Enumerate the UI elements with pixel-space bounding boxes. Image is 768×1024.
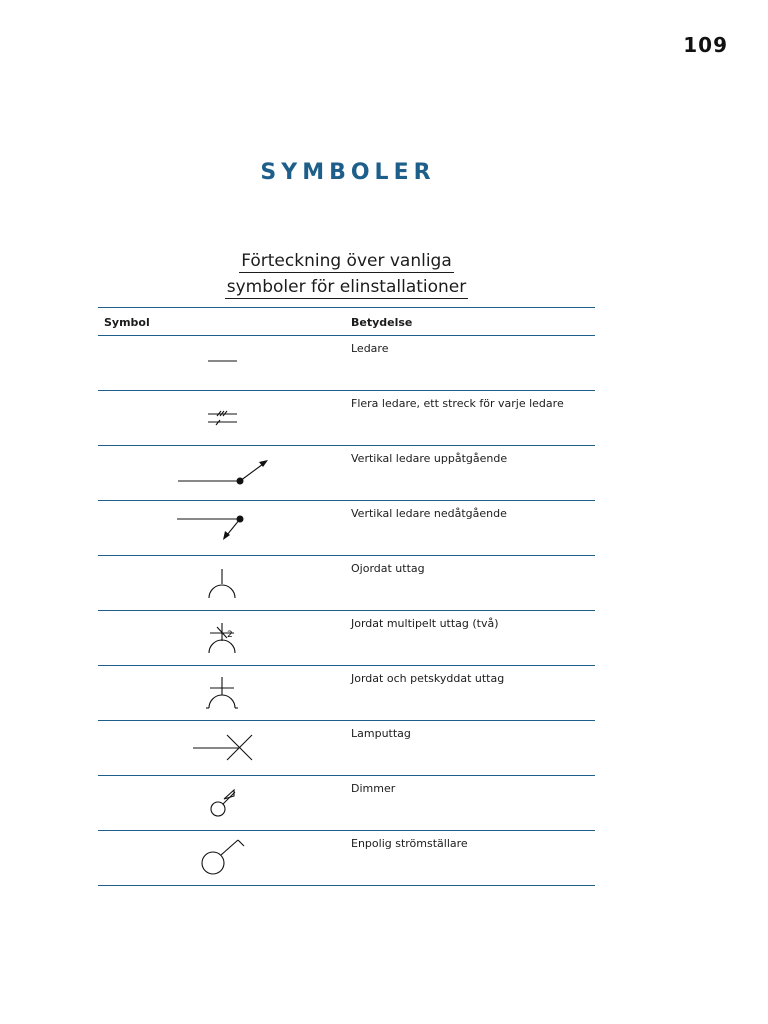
row-meaning: Vertikal ledare nedåtgående (351, 507, 507, 520)
earthed-multiple-socket-icon (168, 611, 278, 665)
page-number: 109 (683, 33, 728, 57)
socket-count-label: 2 (227, 630, 233, 640)
single-conductor-icon (168, 336, 278, 390)
dimmer-icon (168, 776, 278, 830)
lamp-outlet-icon (168, 721, 278, 775)
header-meaning: Betydelse (351, 316, 413, 329)
table-row (98, 831, 595, 886)
row-meaning: Lamputtag (351, 727, 411, 740)
row-meaning: Vertikal ledare uppåtgående (351, 452, 508, 465)
earthed-protected-socket-icon (168, 666, 278, 720)
multiple-conductors-icon (168, 391, 278, 445)
table-title-line-1: Förteckning över vanliga (241, 251, 452, 271)
table-row (98, 556, 595, 611)
row-meaning: Jordat multipelt uttag (två) (351, 617, 499, 630)
row-meaning: Ojordat uttag (351, 562, 425, 575)
row-meaning: Jordat och petskyddat uttag (351, 672, 505, 685)
table-header-row (98, 308, 595, 336)
header-symbol: Symbol (104, 316, 150, 329)
table-row (98, 501, 595, 556)
row-meaning: Enpolig strömställare (351, 837, 468, 850)
single-pole-switch-icon (168, 831, 278, 885)
symbol-table (98, 307, 595, 886)
table-row (98, 446, 595, 501)
unearthed-socket-icon (168, 556, 278, 610)
vertical-conductor-up-icon (168, 446, 278, 500)
row-meaning: Ledare (351, 342, 389, 355)
table-row (98, 666, 595, 721)
section-title: SYMBOLER (260, 160, 436, 185)
table-row (98, 391, 595, 446)
table-row (98, 611, 595, 666)
table-row (98, 721, 595, 776)
row-meaning: Dimmer (351, 782, 396, 795)
table-row (98, 336, 595, 391)
row-meaning: Flera ledare, ett streck för varje ledare (351, 397, 564, 410)
table-row (98, 776, 595, 831)
vertical-conductor-down-icon (168, 501, 278, 555)
table-title-line-2: symboler för elinstallationer (226, 277, 467, 297)
table-title (98, 248, 595, 300)
